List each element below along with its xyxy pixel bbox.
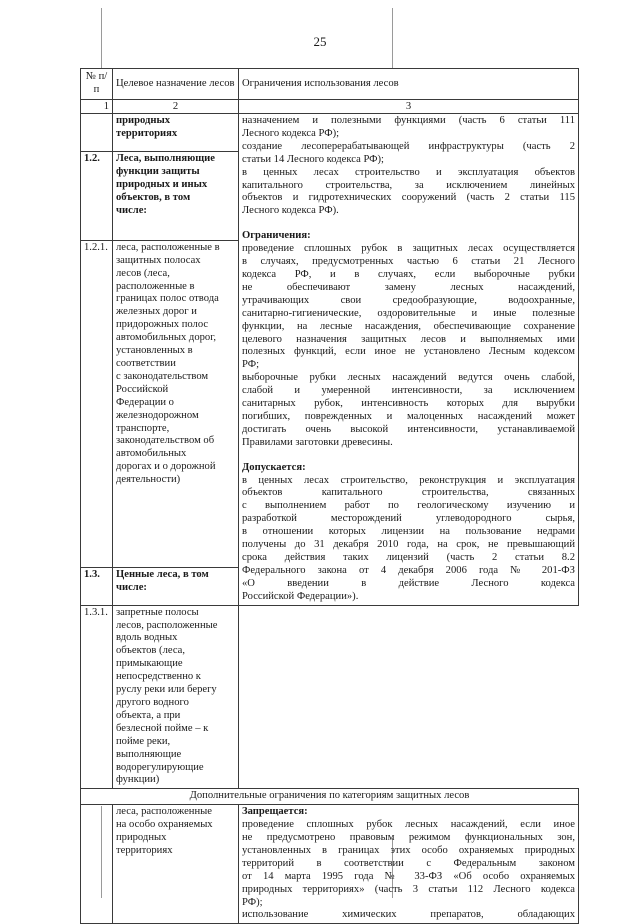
purpose-line: объектов (леса, [116, 645, 186, 657]
text-line: слабой и умеренной интенсивности, за исключением [242, 385, 575, 397]
text-line: погибших, поврежденных и малоценных насаждений может [242, 410, 575, 422]
table-row [81, 114, 579, 152]
text-line: назначением и полезными функциями (часть 6 статьи 111 [242, 115, 575, 126]
column-number: 3 [239, 100, 579, 114]
prohibited-heading: Запрещается: [242, 806, 308, 818]
purpose-cell [113, 151, 239, 240]
text-line: кодекса РФ, и в случаях, если выборочные рубки [242, 268, 575, 280]
purpose-line: числе: [116, 581, 147, 593]
purpose-line: соответствии [116, 358, 176, 369]
text-line: РФ); [242, 896, 263, 908]
purpose-line: Леса, выполняющие [116, 152, 215, 164]
column-number-row [81, 100, 579, 114]
section-title: Дополнительные ограничения по категориям защитных лесов [81, 789, 579, 805]
text-line: «О введении в действие Лесного кодекса [242, 577, 575, 589]
text-line: объектов и гидротехнических сооружений (часть 2 статьи 115 [242, 192, 575, 204]
purpose-line: руслу реки или берегу [116, 684, 217, 696]
purpose-line: дорогах и о дорожной [116, 461, 216, 473]
purpose-line: водорегулирующие [116, 761, 204, 773]
row-num-cell [81, 114, 113, 152]
text-line: функции, на лесные насаждения, обеспечивающие сохранение [242, 320, 575, 332]
forest-restrictions-table [80, 68, 579, 924]
purpose-line: примыкающие [116, 658, 183, 670]
text-line: получены до 31 декабря 2010 года, на срок, не превышающий [242, 539, 575, 551]
purpose-line: выполняющие [116, 748, 182, 760]
purpose-line: на особо охраняемых [116, 819, 213, 831]
purpose-line: Российской [116, 383, 169, 395]
header-purpose: Целевое назначение лесов [113, 69, 239, 100]
purpose-cell [113, 567, 239, 605]
purpose-line: транспорте, [116, 422, 170, 434]
text-line: природных территориях» (часть 3 статьи 112 Лесного кодекса [242, 883, 575, 895]
text-line: в ценных лесах строительство и эксплуатация объектов [242, 166, 575, 178]
purpose-line: леса, расположенные [116, 806, 212, 818]
paragraph-gap [242, 450, 575, 462]
text-line: от 14 марта 1995 года № 33-ФЗ «Об особо охраняемых [242, 870, 575, 882]
row-num-cell: 1.3. [81, 567, 113, 605]
purpose-line: территориях [116, 127, 178, 139]
purpose-line: защитных полосах [116, 254, 201, 266]
text-line: утрачивающих свои средообразующие, водоохранные, [242, 294, 575, 306]
purpose-line: леса, расположенные в [116, 241, 220, 253]
purpose-line: пойме реки, [116, 735, 171, 747]
section-title-row [81, 789, 579, 805]
allowed-heading: Допускается: [242, 461, 306, 473]
text-line: создание лесоперерабатывающей инфраструктуры (часть 2 [242, 140, 575, 152]
page-number: 25 [313, 34, 327, 49]
restrictions-cell [239, 114, 579, 606]
purpose-line: установленных в [116, 345, 193, 357]
table-row [81, 605, 579, 789]
purpose-line: природных [116, 832, 167, 844]
text-line: территорий в соответствии с Федеральным законом [242, 857, 575, 869]
purpose-line: безлесной пойме – к [116, 722, 209, 734]
purpose-line: придорожных полос [116, 319, 209, 331]
text-line: проведение сплошных рубок лесных насаждений, если иное [242, 819, 575, 831]
text-line: РФ; [242, 359, 260, 371]
purpose-line: лесов (леса, [116, 267, 170, 279]
purpose-line: автомобильных дорог, [116, 332, 217, 344]
purpose-line: непосредственно к [116, 671, 201, 683]
row-num-cell: 1.2.1. [81, 240, 113, 567]
purpose-line: запретные полосы [116, 606, 199, 618]
text-line: срока действия таких лицензий (часть 2 статьи 8.2 [242, 552, 575, 563]
purpose-line: Ценные леса, в том [116, 568, 209, 580]
purpose-line: деятельности) [116, 474, 181, 486]
text-line: Правилами заготовки древесины. [242, 436, 393, 448]
purpose-line: функции защиты [116, 165, 200, 177]
text-line: Лесного кодекса РФ); [242, 127, 340, 139]
purpose-line: автомобильных [116, 448, 187, 460]
purpose-line: объекта, а при [116, 709, 181, 721]
text-line: в отношении которых лицензии на пользование недрами [242, 526, 575, 538]
purpose-line: границах полос отвода [116, 293, 219, 305]
text-line: Российской Федерации»). [242, 590, 359, 602]
row-num-cell: 1.3.1. [81, 605, 113, 789]
text-line: в случаях, предусмотренных частью 6 статьи 21 Лесного [242, 256, 575, 268]
text-line: не предусмотрено правовым режимом функциональных зон, [242, 832, 575, 844]
purpose-line: вдоль водных [116, 632, 178, 644]
purpose-cell [113, 240, 239, 567]
purpose-line: законодательством об [116, 435, 215, 447]
purpose-line: с законодательством [116, 370, 209, 382]
text-line: достигать очень высокой интенсивности, устанавливаемой [242, 423, 575, 435]
purpose-cell [113, 605, 239, 789]
purpose-line: расположенные в [116, 280, 195, 292]
text-line: целевого назначения защитных лесов и выполняемых ими [242, 333, 575, 345]
text-line: использование химических препаратов, обладающих [242, 909, 575, 921]
text-line: установленных в границах этих особо охраняемых природных [242, 844, 575, 856]
row-num-cell: 1.2. [81, 151, 113, 240]
text-line: санитарных рубок, интенсивность которых для вырубки [242, 398, 575, 410]
text-line: санитарно-гигиенические, оздоровительные и иные полезные [242, 307, 575, 319]
purpose-line: функции) [116, 774, 160, 786]
purpose-cell [113, 114, 239, 152]
table-row [81, 805, 579, 924]
purpose-line: числе: [116, 204, 147, 216]
purpose-line: природных [116, 115, 171, 126]
text-line: полезных функций, если иное не установлено Лесным кодексом [242, 346, 575, 358]
text-line: Федерального закона от 4 декабря 2006 года № 201-ФЗ [242, 564, 575, 576]
purpose-line: железнодорожном [116, 409, 199, 421]
text-line: статьи 14 Лесного кодекса РФ); [242, 153, 384, 165]
restrictions-heading: Ограничения: [242, 230, 311, 242]
scan-fold-line [101, 8, 102, 68]
text-line: в ценных лесах строительство, реконструкция и эксплуатация [242, 474, 575, 486]
header-num: № п/п [81, 69, 113, 100]
header-restrictions: Ограничения использования лесов [239, 69, 579, 100]
row-num-cell [81, 805, 113, 924]
text-line: объектов капитального строительства, связанных [242, 487, 575, 499]
purpose-cell [113, 805, 239, 924]
table-header-row [81, 69, 579, 100]
purpose-line: другого водного [116, 696, 189, 708]
text-line: капитального строительства, за исключением линейных [242, 179, 575, 191]
text-line: разработкой месторождений углеводородного сырья, [242, 513, 575, 525]
purpose-line: природных и иных [116, 178, 208, 190]
purpose-line: лесов, расположенные [116, 619, 218, 631]
text-line: не обеспечивают замену лесных насаждений, [242, 281, 575, 293]
paragraph-gap [242, 218, 575, 230]
purpose-line: Федерации о [116, 396, 174, 408]
column-number: 2 [113, 100, 239, 114]
text-line: Лесного кодекса РФ). [242, 205, 339, 217]
restrictions-cell [239, 805, 579, 924]
scan-fold-line [392, 8, 393, 68]
column-number: 1 [81, 100, 113, 114]
text-line: выборочные рубки лесных насаждений ведутся очень слабой, [242, 372, 575, 384]
purpose-line: территориях [116, 844, 173, 856]
text-line: проведение сплошных рубок в защитных лесах осуществляется [242, 243, 575, 255]
purpose-line: железных дорог и [116, 306, 197, 318]
text-line: с выполнением работ по геологическому изучению и [242, 500, 575, 512]
purpose-line: объектов, в том [116, 191, 191, 203]
